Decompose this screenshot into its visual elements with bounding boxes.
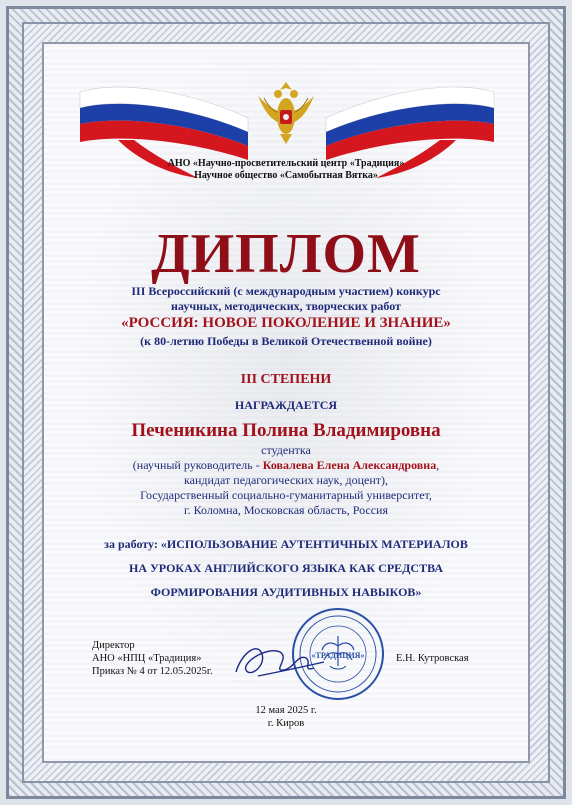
location: г. Коломна, Московская область, Россия [184,503,388,517]
organization-line-2: Научное общество «Самобытная Вятка» [194,170,378,181]
issue-city: г. Киров [267,718,305,729]
contest-line-2: научных, методических, творческих работ [171,299,401,313]
supervisor-suffix: , [436,458,440,472]
signature-role: Директор [92,640,135,651]
recipient-name: Печеникина Полина Владимировна [131,420,441,441]
organization-line-1: АНО «Научно-просветительский центр «Традиция» [167,158,405,169]
degree: III СТЕПЕНИ [240,372,332,387]
handwritten-signature-icon [228,632,328,688]
seal-center-text: «ТРАДИЦИЯ» [311,651,365,660]
signature-org: АНО «НПЦ «Традиция» [92,653,202,664]
recipient-status: студентка [261,443,311,457]
coat-of-arms-icon [250,76,322,148]
work-title-line-1: за работу: «ИСПОЛЬЗОВАНИЕ АУТЕНТИЧНЫХ МАТЕРИАЛОВ [104,537,468,551]
diploma-title: ДИПЛОМ [151,223,421,285]
signer-name: Е.Н. Кутровская [396,653,469,664]
signature-order: Приказ № 4 от 12.05.2025г. [92,666,213,677]
contest-dedication: (к 80-летию Победы в Великой Отечественной войне) [140,334,432,348]
contest-name: «РОССИЯ: НОВОЕ ПОКОЛЕНИЕ И ЗНАНИЕ» [121,315,451,331]
contest-line-1: III Всероссийский (с международным участием) конкурс [131,284,441,298]
awarded-label: НАГРАЖДАЕТСЯ [234,398,338,412]
supervisor-prefix: (научный руководитель - [132,458,263,472]
work-title-line-3: ФОРМИРОВАНИЯ АУДИТИВНЫХ НАВЫКОВ» [150,585,422,599]
issue-date: 12 мая 2025 г. [255,705,317,716]
work-title-line-2: НА УРОКАХ АНГЛИЙСКОГО ЯЗЫКА КАК СРЕДСТВА [129,561,443,575]
supervisor-degree: кандидат педагогических наук, доцент), [184,473,388,487]
university: Государственный социально-гуманитарный университет, [140,488,432,502]
supervisor-name: Ковалева Елена Александровна [262,458,437,472]
supervisor-line [0,458,572,473]
